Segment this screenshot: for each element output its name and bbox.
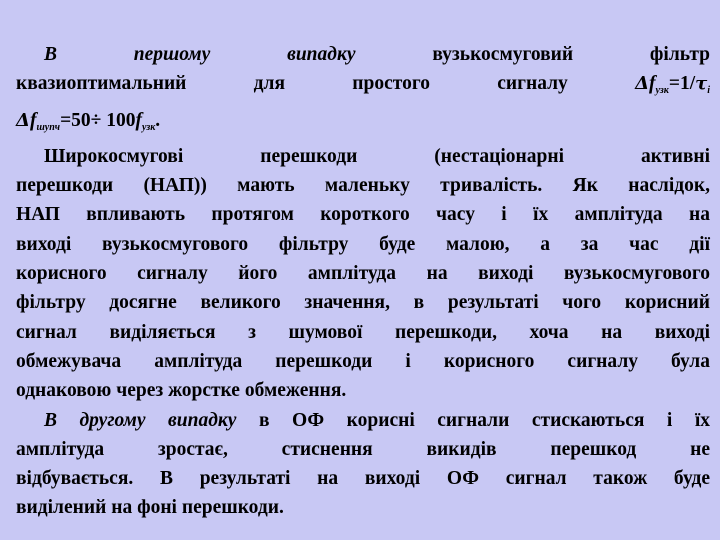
p2-line: НАП впливають протягом короткого часу і їх амплітуда на bbox=[16, 204, 710, 226]
p3-line-1-rest: в ОФ корисні сигнали стискаються і їх bbox=[258, 409, 711, 431]
p2-line: сигнал виділяється з шумової перешкоди, хоча на виході bbox=[16, 321, 710, 343]
body-text bbox=[16, 40, 710, 523]
p1-line-1-rest: вузькосмуговий фільтр bbox=[432, 44, 711, 65]
p1-line-2-text: квазиоптимальний для простого сигналу bbox=[16, 73, 568, 95]
p3-line: відбувається. В результаті на виході ОФ сигнал також буде bbox=[16, 468, 710, 490]
p2-line: перешкоди (НАП)) мають маленьку тривалість. Як наслідок, bbox=[16, 175, 710, 197]
p2-line: обмежувача амплітуда перешкоди і корисного сигналу була bbox=[16, 350, 710, 372]
p2-line: Широкосмугові перешкоди (нестаціонарні активні bbox=[44, 145, 710, 167]
p3-line: амплітуда зростає, стиснення викидів перешкод не bbox=[16, 438, 710, 460]
p3-line: виділений на фоні перешкоди. bbox=[16, 497, 284, 519]
p1-line-2 bbox=[16, 69, 710, 105]
formula-noise-band: $\Delta f_{шупч}=50\div 100f_{узк}$. bbox=[16, 109, 161, 133]
p2-line: фільтру досягне великого значення, в результаті чого корисний bbox=[16, 292, 710, 314]
p2-line: виході вузькосмугового фільтру буде малою, а за час дії bbox=[16, 233, 710, 255]
p2-line: однаковою через жорстке обмеження. bbox=[16, 380, 347, 402]
formula-bandwidth: $\Delta f_{узк}=1/\tau_і$ bbox=[635, 73, 711, 97]
p1-line-3 bbox=[16, 106, 710, 142]
p1-line-1 bbox=[16, 40, 710, 69]
p1-lead: В першому випадку bbox=[44, 44, 356, 65]
p3-line-1 bbox=[16, 406, 710, 435]
p3-lead: В другому випадку bbox=[44, 409, 237, 431]
p2-line: корисного сигналу його амплітуда на виході вузькосмугового bbox=[16, 263, 710, 285]
